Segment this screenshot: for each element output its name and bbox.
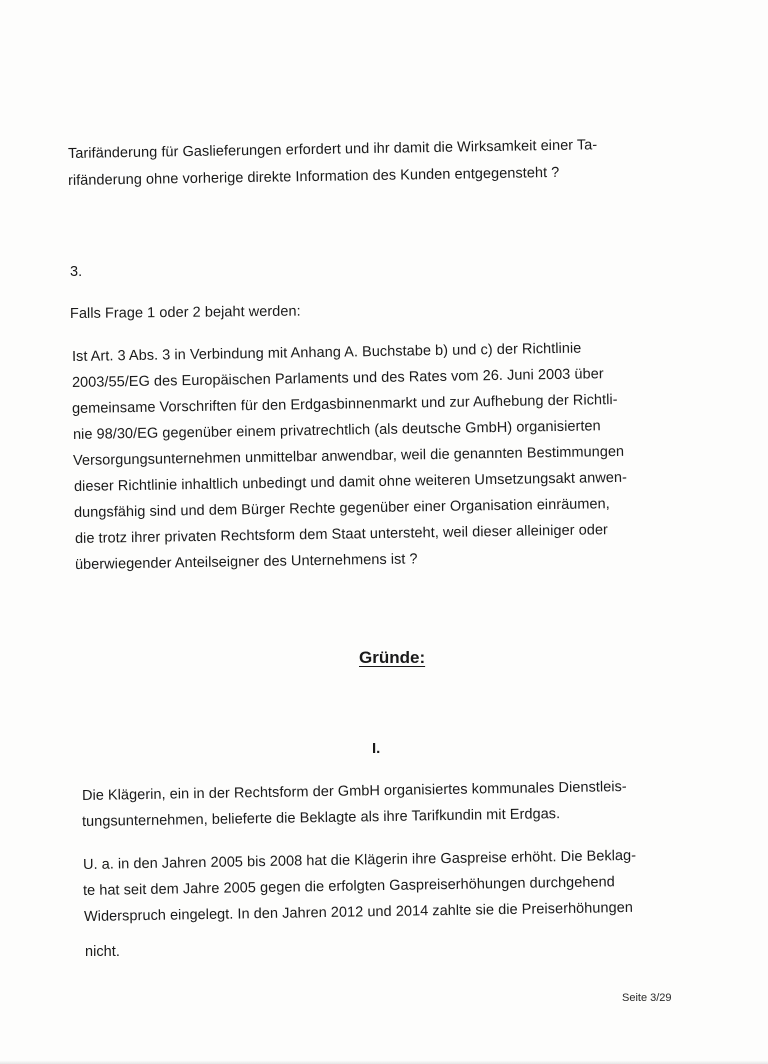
reasons-paragraph-line: nicht.	[85, 944, 120, 960]
reasons-paragraph-line: tungsunternehmen, belieferte die Beklagte als ihre Tarifkundin mit Erdgas.	[81, 806, 561, 830]
section-number: I.	[372, 740, 381, 757]
question-text-line: dieser Richtlinie inhaltlich unbedingt und damit ohne weiteren Umsetzungsakt anwen-	[73, 469, 628, 495]
reasons-paragraph-line: U. a. in den Jahren 2005 bis 2008 hat die Klägerin ihre Gaspreise erhöht. Die Beklag-	[82, 847, 637, 873]
scan-bottom-edge	[0, 1060, 768, 1064]
question-text-line: Ist Art. 3 Abs. 3 in Verbindung mit Anhang A. Buchstabe b) und c) der Richtlinie	[71, 340, 582, 365]
question-text-line: die trotz ihrer privaten Rechtsform dem Staat untersteht, weil dieser alleiniger oder	[74, 522, 609, 547]
reasons-paragraph-line: Die Klägerin, ein in der Rechtsform der GmbH organisiertes kommunales Dienstleis-	[81, 778, 627, 804]
question-text-line: 2003/55/EG des Europäischen Parlaments und des Rates vom 26. Juni 2003 über	[71, 366, 604, 391]
question-continuation-line: Tarifänderung für Gaslieferungen erfordert und ihr damit die Wirksamkeit einer Ta-	[67, 137, 598, 162]
question-text-line: dungsfähig sind und dem Bürger Rechte gegenüber einer Organisation einräumen,	[73, 496, 610, 521]
question-text-line: Versorgungsunternehmen unmittelbar anwendbar, weil die genannten Bestimmungen	[72, 443, 625, 469]
question-text-line: überwiegender Anteilseigner des Unternehmens ist ?	[74, 551, 418, 573]
question-number: 3.	[70, 264, 83, 280]
page-number: Seite 3/29	[622, 992, 672, 1004]
question-text-line: gemeinsame Vorschriften für den Erdgasbinnenmarkt und zur Aufhebung der Richtli-	[71, 391, 618, 417]
reasons-paragraph-line: te hat seit dem Jahre 2005 gegen die erfolgten Gaspreiserhöhungen durchgehend	[82, 874, 615, 899]
reasons-heading: Gründe:	[359, 648, 426, 667]
question-text-line: nie 98/30/EG gegenüber einem privatrechtlich (als deutsche GmbH) organisierten	[72, 418, 601, 443]
question-continuation-line: rifänderung ohne vorherige direkte Information des Kunden entgegensteht ?	[67, 164, 560, 189]
question-condition: Falls Frage 1 oder 2 bejaht werden:	[69, 303, 301, 322]
reasons-paragraph-line: Widerspruch eingelegt. In den Jahren 2012 und 2014 zahlte sie die Preiserhöhungen	[83, 899, 634, 925]
